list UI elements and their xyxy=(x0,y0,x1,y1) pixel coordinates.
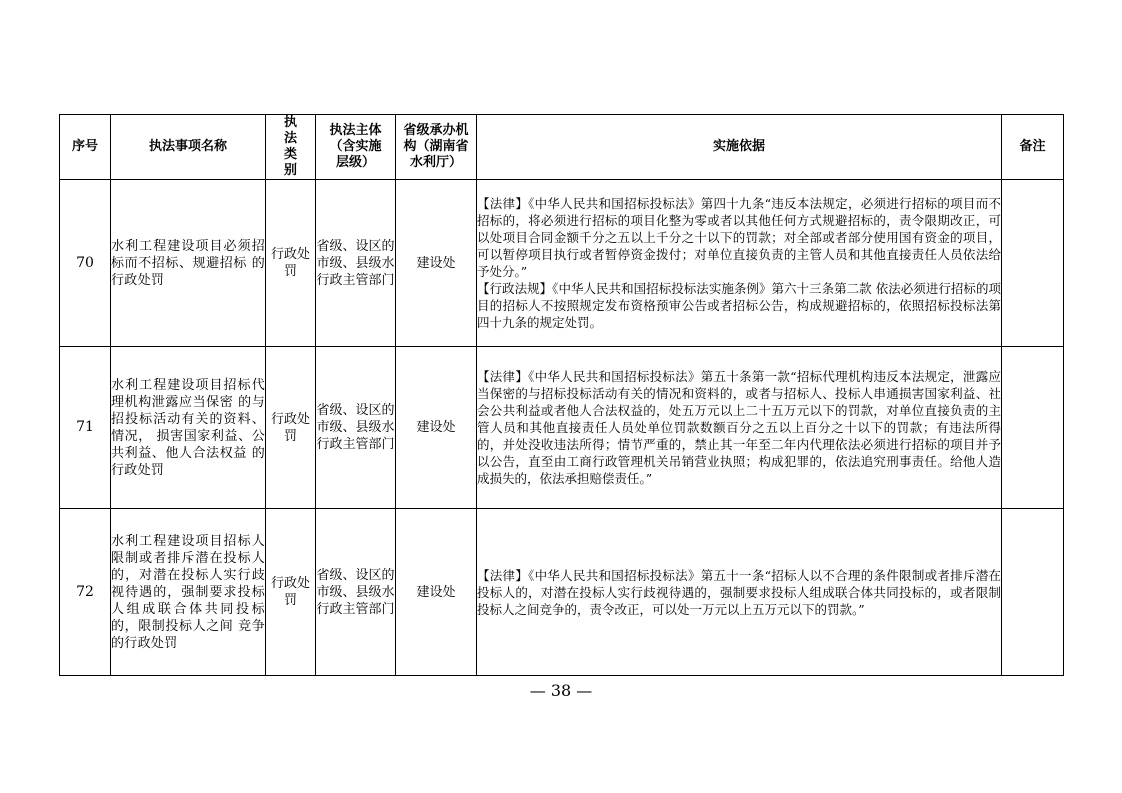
row-subject: 省级、设区的市级、县级水行政主管部门 xyxy=(316,180,396,347)
row-subject: 省级、设区的市级、县级水行政主管部门 xyxy=(316,347,396,509)
row-category: 行政处罚 xyxy=(266,509,316,676)
row-department: 建设处 xyxy=(396,347,477,509)
row-category: 行政处罚 xyxy=(266,347,316,509)
row-seq: 71 xyxy=(60,347,111,509)
header-category: 执法类别 xyxy=(266,115,316,180)
page-number: — 38 — xyxy=(529,681,593,700)
basis-paragraph: 【法律】《中华人民共和国招标投标法》第五十条第一款“招标代理机构违反本法规定，泄露应当保密的与招标投标活动有关的情况和资料的，或者与招标人、投标人串通损害国家利益、社会公共利益或者他人合法权益的，处五万元以上二十五万元以下的罚款，对单位直接负责的主管人员和其他直接责任人员处单位罚款数额百分之五以上百分之十以下的罚款；有违法所得的，并处没收违法所得；情节严重的，禁止其一年至二年内代理依法必须进行招标的项目并予以公告，直至由工商行政管理机关吊销营业执照；构成犯罪的，依法追究刑事责任。给他人造成损失的，依法承担赔偿责任。” xyxy=(477,369,1001,486)
row-basis xyxy=(477,509,1002,676)
row-remark xyxy=(1002,347,1064,509)
header-basis: 实施依据 xyxy=(477,115,1002,180)
row-item-name: 水利工程建设项目招标人限制或者排斥潜在投标人的，对潜在投标人实行歧视待遇的，强制要求投标人组成联合体共同投标的，限制投标人之间 竞争的行政处罚 xyxy=(111,509,266,676)
basis-paragraph: 【行政法规】《中华人民共和国招标投标法实施条例》第六十三条第二款 依法必须进行招标的项目的招标人不按照规定发布资格预审公告或者招标公告，构成规避招标的，依照招标投标法第四十九条的规定处罚。 xyxy=(477,281,1001,330)
row-seq: 70 xyxy=(60,180,111,347)
row-item-name: 水利工程建设项目招标代理机构泄露应当保密 的与招投标活动有关的资料、情况， 损害国家利益、公共利益、他人合法权益 的行政处罚 xyxy=(111,347,266,509)
row-seq: 72 xyxy=(60,509,111,676)
row-basis xyxy=(477,347,1002,509)
basis-paragraph: 【法律】《中华人民共和国招标投标法》第四十九条“违反本法规定，必须进行招标的项目而不招标的，将必须进行招标的项目化整为零或者以其他任何方式规避招标的，责令限期改正，可以处项目合同金额千分之五以上千分之十以下的罚款；对全部或者部分使用国有资金的项目，可以暂停项目执行或者暂停资金拨付；对单位直接负责的主管人员和其他直接责任人员依法给予处分。” xyxy=(477,196,1001,279)
header-remark: 备注 xyxy=(1002,115,1064,180)
row-subject: 省级、设区的市级、县级水行政主管部门 xyxy=(316,509,396,676)
header-department: 省级承办机构（湖南省水利厅） xyxy=(396,115,477,180)
row-basis xyxy=(477,180,1002,347)
row-item-name: 水利工程建设项目必须招标而不招标、规避招标 的行政处罚 xyxy=(111,180,266,347)
table-header-row xyxy=(60,115,1064,180)
table-row xyxy=(60,347,1064,509)
row-department: 建设处 xyxy=(396,509,477,676)
header-seq: 序号 xyxy=(60,115,111,180)
row-department: 建设处 xyxy=(396,180,477,347)
header-subject: 执法主体（含实施层级） xyxy=(316,115,396,180)
table-row xyxy=(60,180,1064,347)
table-row xyxy=(60,509,1064,676)
row-remark xyxy=(1002,509,1064,676)
header-item-name: 执法事项名称 xyxy=(111,115,266,180)
row-category: 行政处罚 xyxy=(266,180,316,347)
enforcement-table xyxy=(59,114,1064,676)
basis-paragraph: 【法律】《中华人民共和国招标投标法》第五十一条“招标人以不合理的条件限制或者排斥潜在投标人的，对潜在投标人实行歧视待遇的，强制要求投标人组成联合体共同投标的，或者限制投标人之间竞争的，责令改正，可以处一万元以上五万元以下的罚款。” xyxy=(477,567,1001,617)
row-remark xyxy=(1002,180,1064,347)
